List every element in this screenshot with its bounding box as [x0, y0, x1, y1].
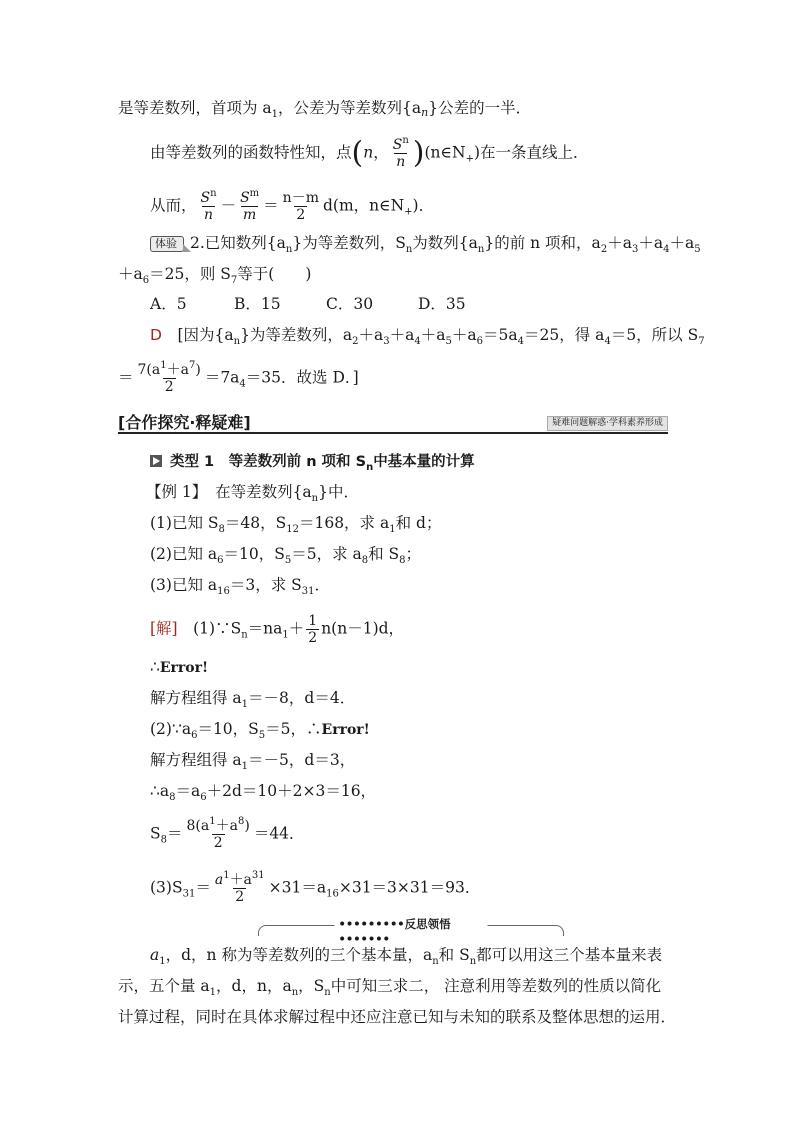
answer-line-2: ＝ $\frac{7(a^1+a^7)}{2}$ $=7a_4=35$．故选 D．] [118, 360, 359, 395]
solution-line-4: $(2)\because a_6=10$，$S_5=5$，∴Error! [150, 720, 370, 741]
answer-line-1: D [因为$\{a_n\}$为等差数列，$a_2+a_3+a_4+a_5+a_6=5a_4=25$，得 $a_4=5$，所以 $S_7$ [150, 326, 705, 347]
section-title: [合作探究·释疑难] [118, 413, 251, 432]
reflection-divider [258, 917, 564, 946]
question-2-line-1: 体验 2.已知数列$\{a_n\}$为等差数列，$S_n$为数列$\{a_n\}$的前 n 项和，$a_2+a_3+a_4+a_5$ [150, 233, 701, 253]
text-line-2: 由等差数列的函数特性知，点(n， $\frac{S^n}{n}$ )$(n\in N_+)$在一条直线上． [150, 135, 589, 171]
reflection-line-3: 计算过程，同时在具体求解过程中还应注意已知与未知的联系及整体思想的运用． [118, 1008, 677, 1026]
solution-label: [解] [150, 619, 178, 638]
solution-line-8: $(3)S_{31}=$ $\frac{a^1+a^{31}}{2}$ $\times 31=a_{16}\times 31=3\times 31=93$． [150, 870, 481, 905]
example-1-part-1: (1)已知 $S_8=48$，$S_{12}=168$，求 $a_1$和 d； [150, 514, 442, 535]
solution-line-6: $\therefore a_8=a_6+2d=10+2\times 3=16$， [150, 782, 377, 803]
option-c: C．30 [326, 295, 374, 313]
option-d: D．35 [418, 295, 466, 313]
solution-line-2: ∴Error! [150, 658, 209, 676]
solution-line-1: [解] $(1)\because S_n=na_1+$ $\frac{1}{2}$ n(n－1)d， [150, 613, 405, 646]
solution-line-7: $S_8=$ $\frac{8(a^1+a^8)}{2}$ ＝44． [150, 816, 305, 851]
example-1-heading: 【例 1】 在等差数列$\{a_n\}$中． [146, 483, 359, 504]
tiyan-tag: 体验 [150, 236, 184, 252]
solution-line-5: 解方程组得 $a_1=-5$，d＝3， [150, 751, 356, 772]
section-header [118, 410, 668, 434]
reflection-line-1: $a_1$，d，n 称为等差数列的三个基本量，$a_n$和 $S_n$都可以用这三个基本量来表 [150, 946, 663, 967]
reflection-line-2: 示，五个量 $a_1$，d，n，$a_n$，$S_n$中可知三求二， 注意利用等差数列的性质以简化 [118, 977, 662, 998]
option-a: A．5 [150, 295, 187, 313]
reflection-label: •••••••••反思领悟••••••• [335, 916, 488, 946]
answer-letter: D [150, 326, 162, 344]
question-2-line-2: $+a_6=25$，则 $S_7$等于( ) [118, 265, 312, 286]
text-line-3: 从而， $\frac{S^n}{n}$ － $\frac{S^m}{m}$ ＝ $\frac{n-m}{2}$ d(m，$n\in N_+$)． [150, 188, 435, 223]
example-1-part-2: (2)已知 $a_6=10$，$S_5=5$，求 $a_8$和 $S_8$； [150, 545, 422, 566]
solution-line-3: 解方程组得 $a_1=-8$，d＝4． [150, 689, 356, 710]
option-b: B．15 [234, 295, 281, 313]
text-line-1: 是等差数列，首项为 $a_1$，公差为等差数列{an}公差的一半． [118, 99, 532, 120]
triangle-icon [150, 455, 162, 467]
type-1-heading: 类型 1 等差数列前 n 项和 $S_n$中基本量的计算 [150, 452, 475, 472]
example-1-part-3: (3)已知 $a_{16}=3$，求 $S_{31}$． [150, 576, 331, 597]
section-tagline: 疑难问题解惑·学科素养形成 [547, 416, 668, 431]
